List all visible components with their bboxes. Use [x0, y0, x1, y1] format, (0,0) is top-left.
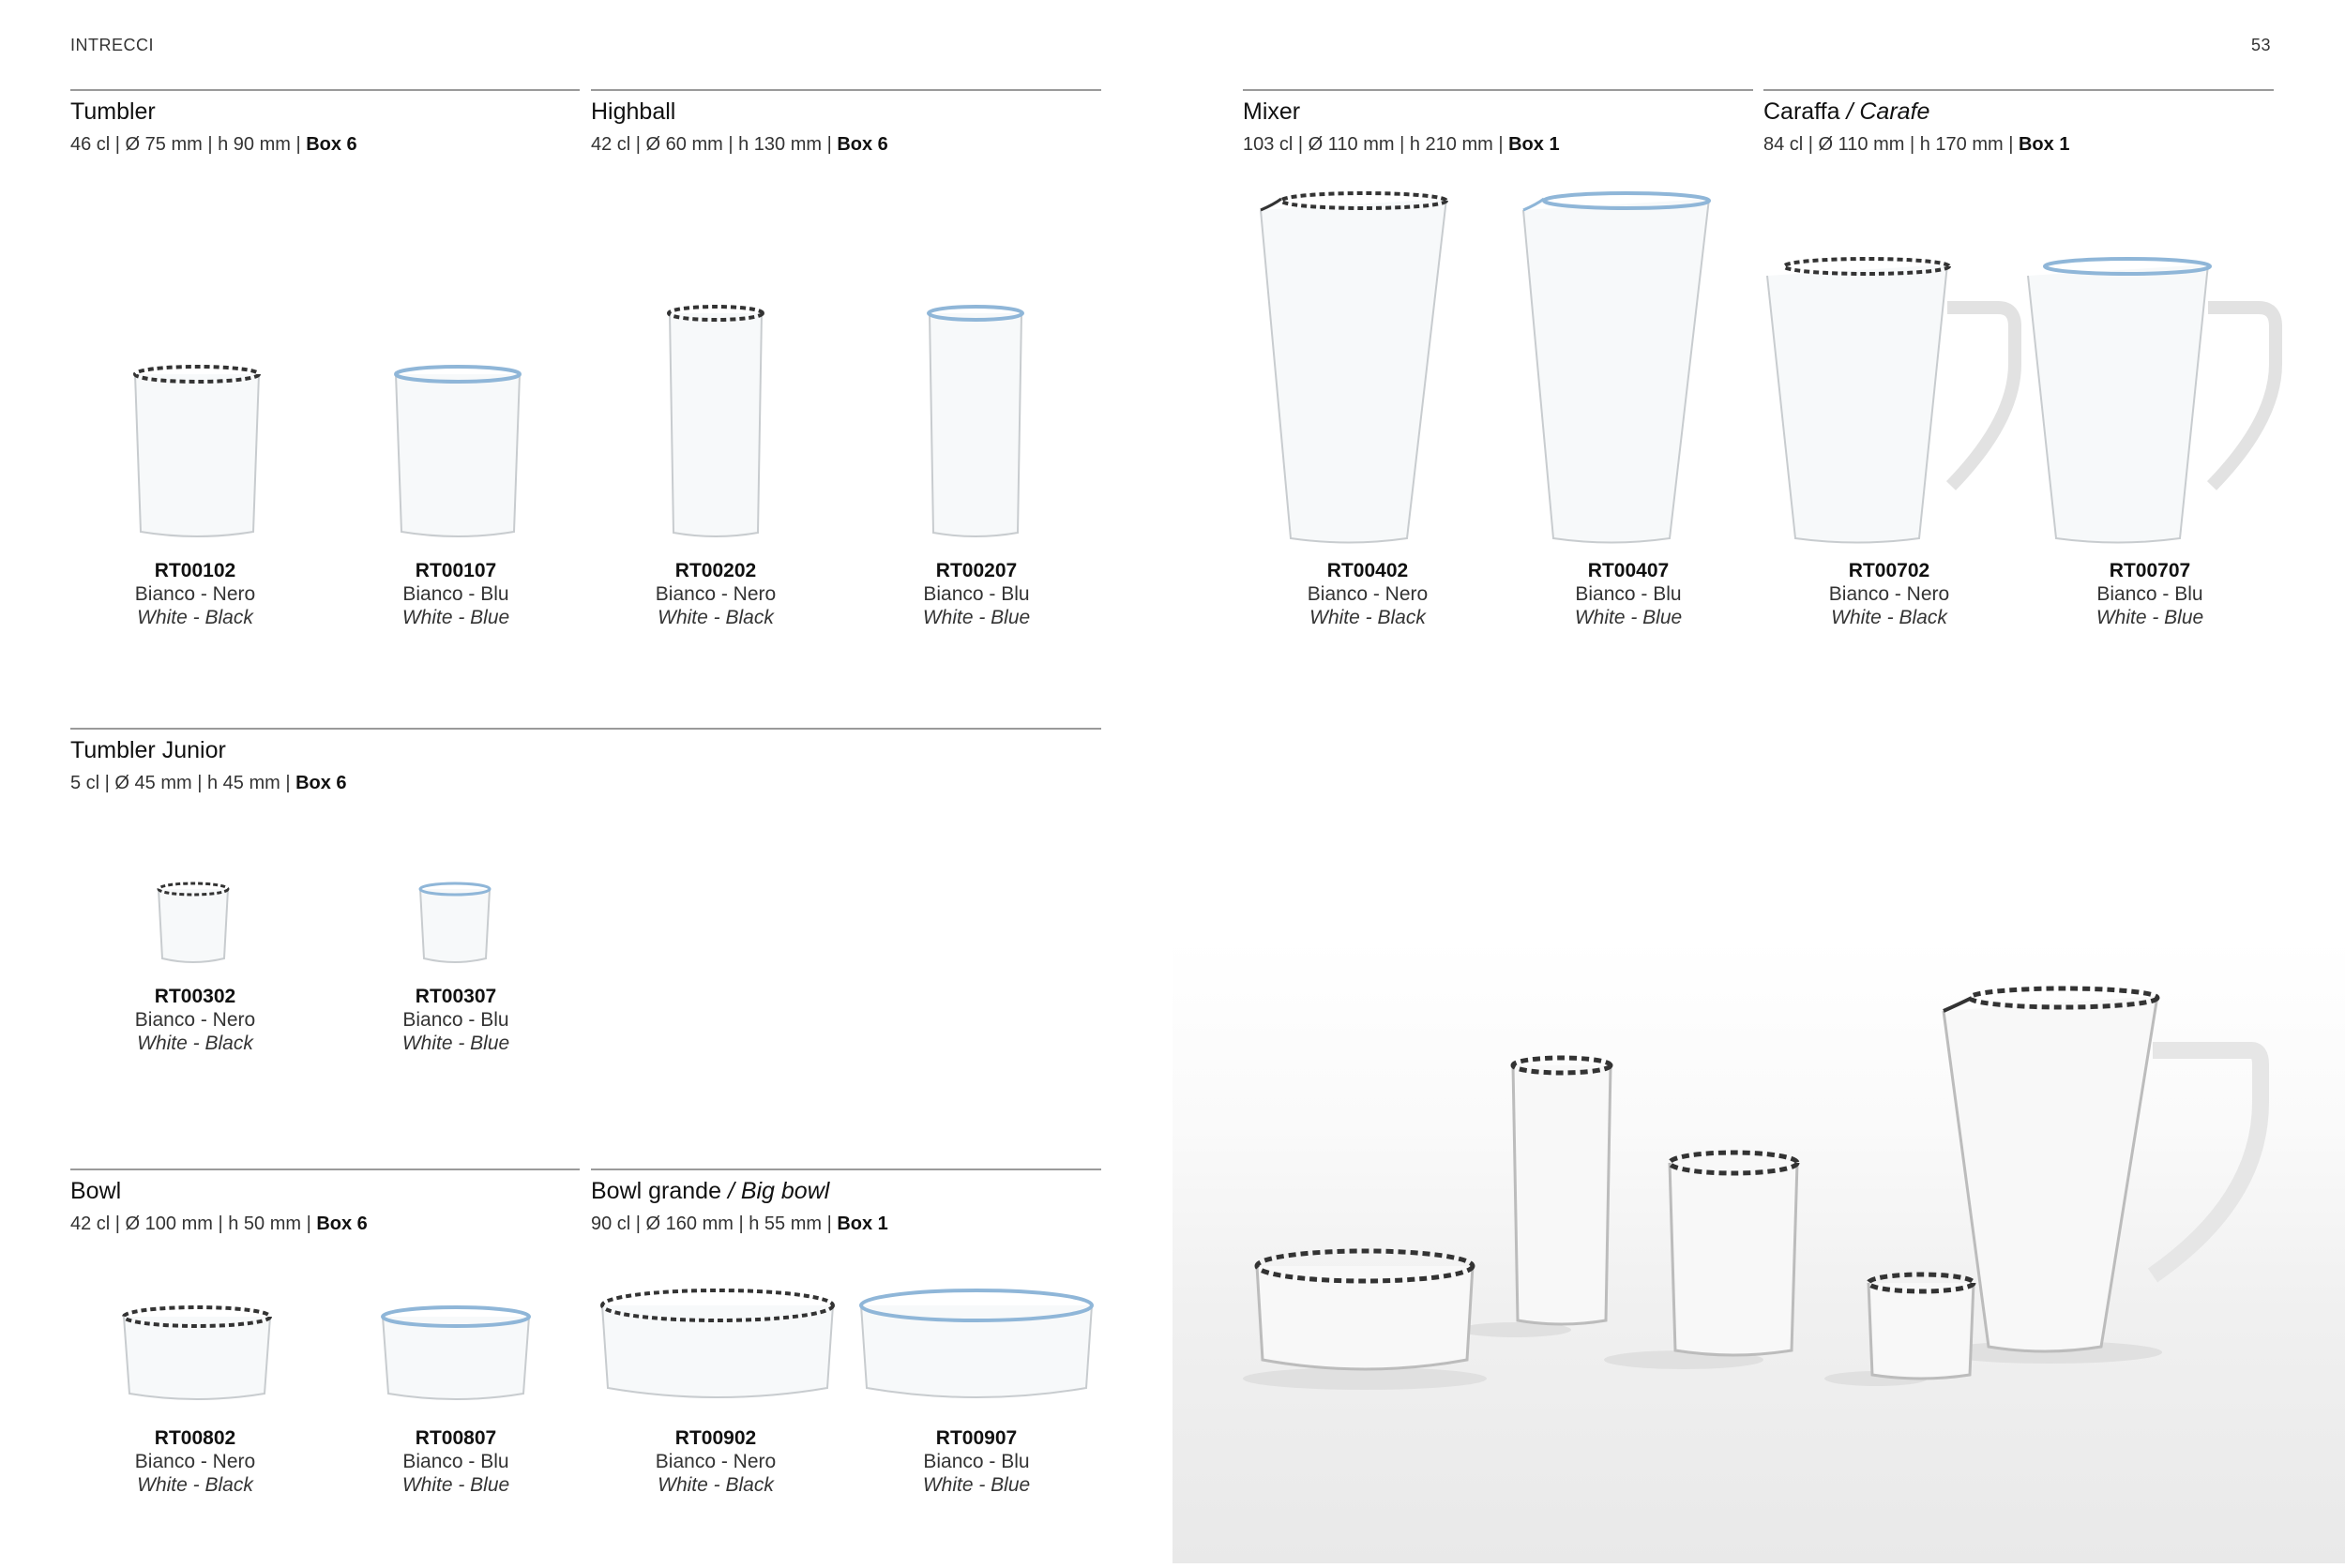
product-spec-bowl-grande: 90 cl | Ø 160 mm | h 55 mm | Box 1 — [591, 1214, 888, 1234]
product-spec-caraffa: 84 cl | Ø 110 mm | h 170 mm | Box 1 — [1763, 134, 2070, 155]
product-item: RT00902 Bianco - Nero White - Black — [655, 1427, 777, 1496]
product-item: RT00102 Bianco - Nero White - Black — [134, 560, 256, 628]
product-spec-tumbler: 46 cl | Ø 75 mm | h 90 mm | Box 6 — [70, 134, 357, 155]
product-item: RT00907 Bianco - Blu White - Blue — [922, 1427, 1031, 1496]
product-item: RT00402 Bianco - Nero White - Black — [1307, 560, 1429, 628]
section-rule — [1763, 89, 2274, 91]
collection-glassware-image — [1172, 938, 2345, 1563]
product-spec-highball: 42 cl | Ø 60 mm | h 130 mm | Box 6 — [591, 134, 888, 155]
tumbler-junior-blue-image — [417, 880, 492, 966]
section-rule — [1243, 89, 1753, 91]
product-title-mixer: Mixer — [1243, 98, 1301, 125]
carafe-black-image — [1763, 251, 2022, 547]
highball-glass-blue-image — [924, 302, 1027, 541]
product-item: RT00307 Bianco - Blu White - Blue — [401, 986, 510, 1054]
mixer-glass-blue-image — [1520, 186, 1717, 547]
product-title-tumbler-junior: Tumbler Junior — [70, 737, 226, 763]
product-spec-tumbler-junior: 5 cl | Ø 45 mm | h 45 mm | Box 6 — [70, 773, 347, 793]
page-number: 53 — [2251, 36, 2272, 54]
product-item: RT00702 Bianco - Nero White - Black — [1828, 560, 1950, 628]
product-title-bowl: Bowl — [70, 1178, 122, 1204]
product-item: RT00807 Bianco - Blu White - Blue — [401, 1427, 510, 1496]
tumbler-junior-black-image — [156, 880, 231, 966]
section-rule — [591, 1168, 1101, 1170]
product-item: RT00407 Bianco - Blu White - Blue — [1574, 560, 1683, 628]
product-title-highball: Highball — [591, 98, 676, 125]
product-title-caraffa: Caraffa / Carafe — [1763, 98, 1930, 125]
section-rule — [70, 728, 1101, 730]
product-item: RT00107 Bianco - Blu White - Blue — [401, 560, 510, 628]
big-bowl-black-image — [598, 1281, 837, 1407]
highball-glass-black-image — [664, 302, 767, 541]
bowl-black-image — [120, 1302, 274, 1405]
section-title: INTRECCI — [70, 36, 154, 54]
tumbler-glass-black-image — [131, 361, 263, 539]
section-rule — [70, 89, 580, 91]
section-rule — [70, 1168, 580, 1170]
collection-photo — [1172, 938, 2345, 1563]
product-item: RT00207 Bianco - Blu White - Blue — [922, 560, 1031, 628]
product-item: RT00802 Bianco - Nero White - Black — [134, 1427, 256, 1496]
product-spec-bowl: 42 cl | Ø 100 mm | h 50 mm | Box 6 — [70, 1214, 368, 1234]
section-rule — [591, 89, 1101, 91]
product-spec-mixer: 103 cl | Ø 110 mm | h 210 mm | Box 1 — [1243, 134, 1560, 155]
product-item: RT00302 Bianco - Nero White - Black — [134, 986, 256, 1054]
mixer-glass-black-image — [1257, 186, 1454, 547]
product-item: RT00707 Bianco - Blu White - Blue — [2095, 560, 2204, 628]
bowl-blue-image — [379, 1302, 533, 1405]
tumbler-glass-blue-image — [392, 361, 523, 539]
big-bowl-blue-image — [857, 1281, 1096, 1407]
product-title-tumbler: Tumbler — [70, 98, 156, 125]
product-title-bowl-grande: Bowl grande / Big bowl — [591, 1178, 830, 1204]
product-item: RT00202 Bianco - Nero White - Black — [655, 560, 777, 628]
carafe-blue-image — [2024, 251, 2283, 547]
